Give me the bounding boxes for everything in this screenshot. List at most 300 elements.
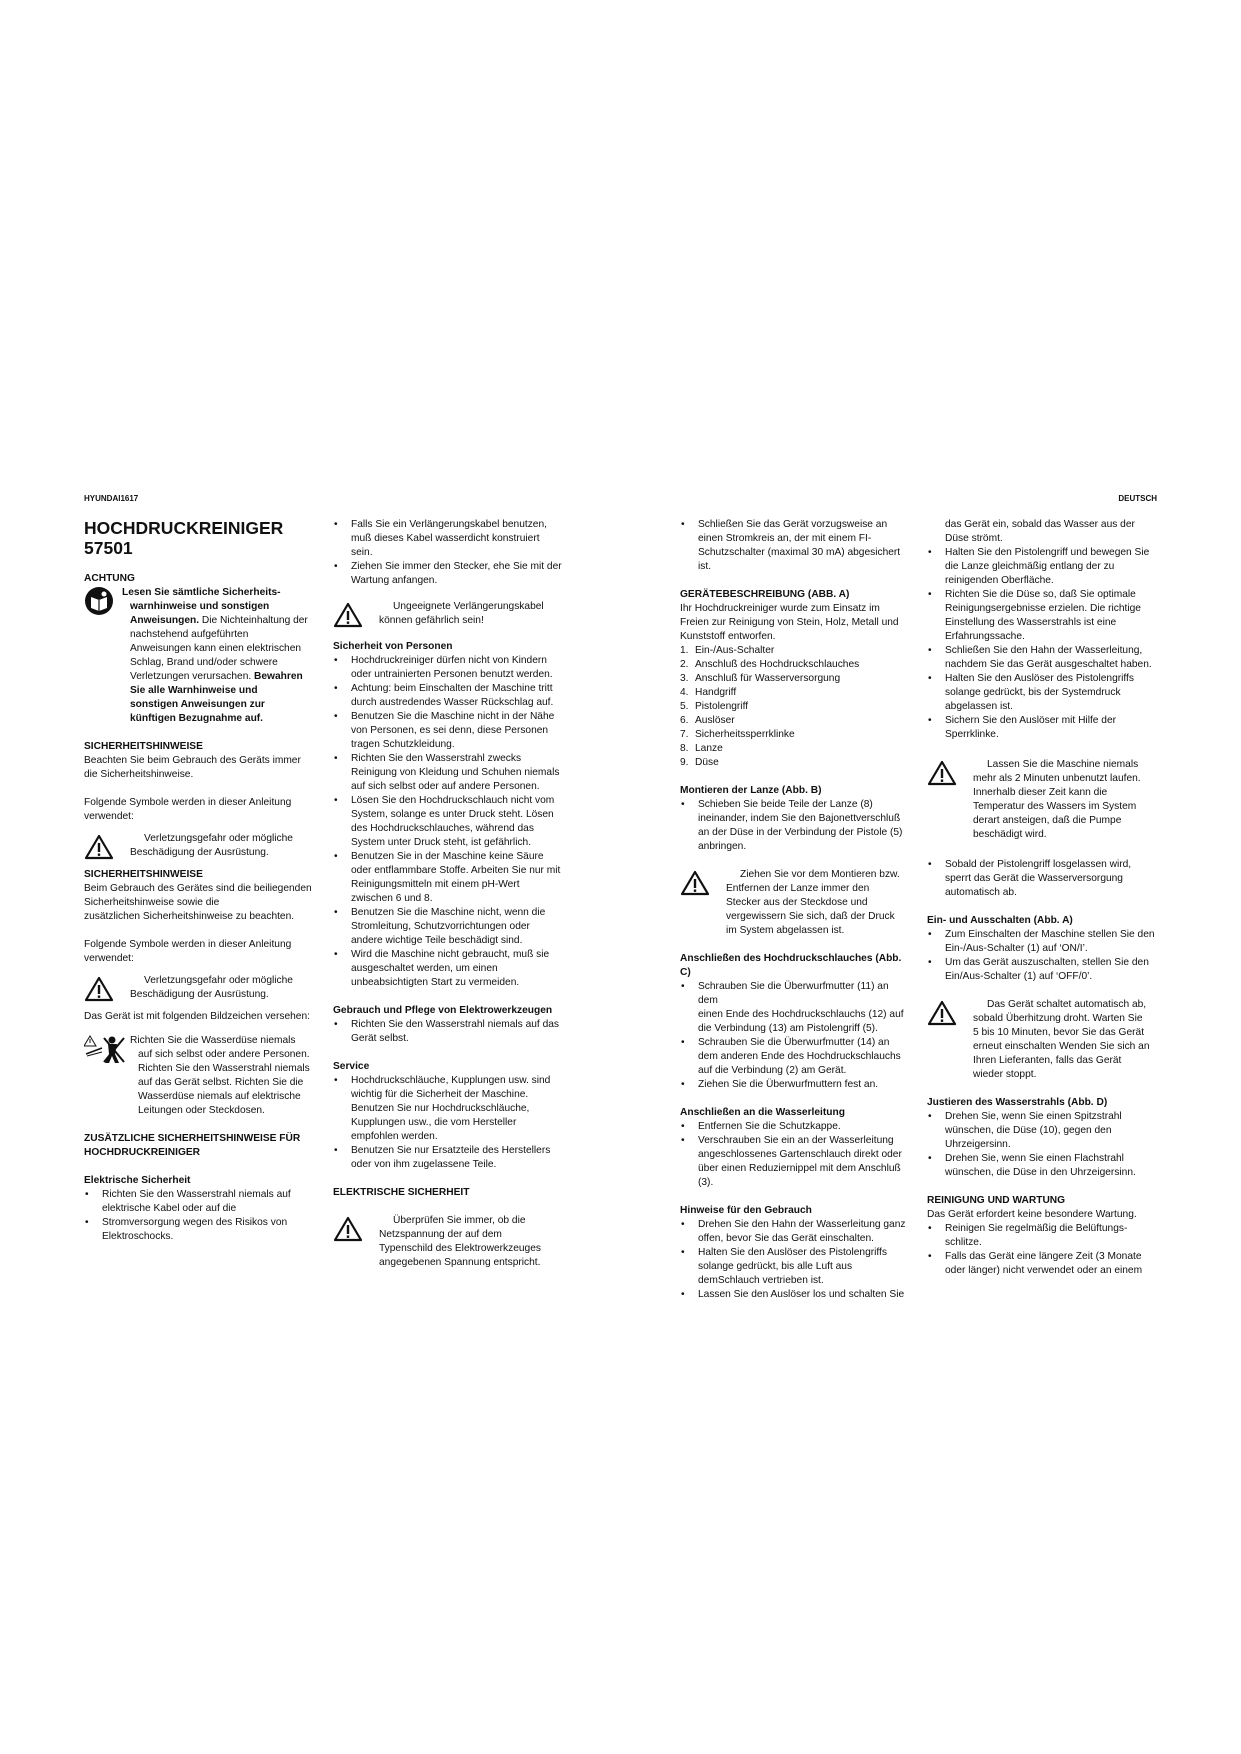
part-label: Ein-/Aus-Schalter — [695, 645, 775, 656]
achtung-line — [122, 656, 308, 670]
list-item — [927, 644, 1157, 672]
part-label: Handgriff — [695, 687, 737, 698]
list-item-line: • Hochdruckschläuche, Kupplungen usw. sind — [351, 1075, 551, 1086]
list-item-line: • Drehen Sie den Hahn der Wasserleitung ganz — [698, 1219, 906, 1230]
warning-line: vergewissern Sie sich, daß der Druck — [726, 911, 895, 922]
list-item — [927, 956, 1157, 984]
achtung-line — [122, 586, 308, 600]
list-item-line: automatisch ab. — [945, 887, 1017, 898]
list-item — [680, 1246, 910, 1288]
elektrische-sicherheit-heading: ELEKTRISCHE SICHERHEIT — [333, 1187, 470, 1198]
part-number: 4. — [680, 687, 689, 698]
achtung-bold: Bewahren — [254, 671, 303, 682]
wasserleitung-list — [680, 1120, 910, 1190]
text-line: ZUSÄTZLICHE SICHERHEITSHINWEISE FÜR — [84, 1133, 301, 1144]
achtung-bold: Sie alle Warnhinweise und — [130, 685, 258, 696]
warning-block-lanze — [680, 868, 910, 938]
warning-line: Netzspannung der auf dem — [379, 1229, 502, 1240]
list-item-line: tragen Schutzkleidung. — [351, 739, 455, 750]
text-line: Richten Sie die Wasserdüse niemals — [130, 1035, 296, 1046]
hinweise-list — [680, 1218, 910, 1302]
warning-line: Stecker aus der Steckdose und — [726, 897, 868, 908]
list-item-line: Ein/Aus-Schalter (1) auf ‘OFF/0’. — [945, 971, 1093, 982]
list-item — [333, 1018, 563, 1046]
warning-triangle-icon — [927, 760, 957, 786]
sicherheitshinweise-heading-1: SICHERHEITSHINWEISE — [84, 741, 203, 752]
text-line: Richten Sie den Wasserstrahl niemals — [138, 1063, 310, 1074]
list-item-line: auf die Verbindung (2) am Gerät. — [698, 1065, 847, 1076]
list-item-line: Reinigungsmitteln mit einem pH-Wert — [351, 879, 520, 890]
schlauch-list — [680, 980, 910, 1092]
achtung-line — [122, 670, 308, 684]
list-item-line: System, solange es unter Druck steht. Lösen — [351, 809, 554, 820]
list-item-line: über einen Reduziernippel mit dem Anschluß — [698, 1163, 901, 1174]
achtung-normal: Verletzungen verursachen. — [130, 671, 255, 682]
list-item-line: • Benutzen Sie die Maschine nicht in der Nähe — [351, 711, 555, 722]
achtung-text — [122, 586, 308, 726]
list-item-line: • Ziehen Sie die Überwurfmuttern fest an. — [698, 1079, 879, 1090]
list-item-line: • Drehen Sie, wenn Sie einen Spitzstrahl — [945, 1111, 1122, 1122]
list-item-line: Benutzen Sie nur Hochdruckschläuche, — [351, 1103, 530, 1114]
achtung-line — [122, 712, 308, 726]
part-label: Pistolengriff — [695, 701, 749, 712]
warning-block-laufzeit — [927, 758, 1157, 842]
part-label: Anschluß für Wasserversorgung — [695, 673, 841, 684]
list-item-line: • Sobald der Pistolengriff losgelassen wird, — [945, 859, 1132, 870]
part-item — [680, 728, 910, 742]
part-item — [680, 700, 910, 714]
warning-block-2 — [84, 974, 314, 1002]
warning-block-kabel — [333, 600, 563, 628]
list-item — [680, 1134, 910, 1190]
sicherheitshinweise-heading-2: SICHERHEITSHINWEISE — [84, 869, 203, 880]
list-item-line: nachdem Sie das Gerät ausgeschaltet haben. — [945, 659, 1152, 670]
list-item-line: Reinigung von Kleidung und Schuhen niemals — [351, 767, 560, 778]
list-item-line: • Schließen Sie das Gerät vorzugsweise an — [698, 519, 888, 530]
list-item-line: schlitze. — [945, 1237, 982, 1248]
part-item — [680, 756, 910, 770]
list-item-line: • Verschrauben Sie ein an der Wasserleitung — [698, 1135, 894, 1146]
list-item-line: Gerät selbst. — [351, 1033, 409, 1044]
list-item-line: unbeabsichtigten Start zu vermeiden. — [351, 977, 520, 988]
warning-block-ueberhitzung — [927, 998, 1157, 1082]
part-item — [680, 686, 910, 700]
warning-line: Lassen Sie die Maschine niemals — [987, 759, 1139, 770]
list-item-line: solange gedrückt, bis alle Luft aus — [698, 1261, 853, 1272]
list-item-line: zwischen 6 und 8. — [351, 893, 433, 904]
text-line: Leitungen oder Steckdosen. — [138, 1105, 265, 1116]
list-item-line: wünschen, die Düse (10), gegen den — [945, 1125, 1112, 1136]
list-item — [333, 850, 563, 906]
geraetebeschreibung-heading: GERÄTEBESCHREIBUNG (ABB. A) — [680, 589, 850, 600]
achtung-block — [84, 586, 314, 726]
part-number: 1. — [680, 645, 689, 656]
list-item-line: • Falls Sie ein Verlängerungskabel benutzen, — [351, 519, 547, 530]
list-item-line: • Stromversorgung wegen des Risikos von — [102, 1217, 288, 1228]
list-item — [333, 794, 563, 850]
warning-line: im System abgelassen ist. — [726, 925, 845, 936]
reinigung-text — [927, 1208, 1157, 1222]
ein-ausschalten-heading: Ein- und Ausschalten (Abb. A) — [927, 915, 1073, 926]
list-item-line: • Schrauben Sie die Überwurfmutter (14) an — [698, 1037, 890, 1048]
warning-block-spannung — [333, 1214, 563, 1270]
list-item-line: dem anderen Ende des Hochdruckschlauchs — [698, 1051, 901, 1062]
part-number: 9. — [680, 757, 689, 768]
part-number: 5. — [680, 701, 689, 712]
list-item — [680, 980, 910, 1036]
list-item — [927, 546, 1157, 588]
text-line: Düse strömt. — [945, 533, 1003, 544]
warning-text-lanze — [720, 868, 910, 938]
symbol-intro-2 — [84, 938, 314, 966]
part-number: 8. — [680, 743, 689, 754]
warning-line: wieder stoppt. — [973, 1069, 1037, 1080]
achtung-bold: Lesen Sie sämtliche Sicherheits- — [122, 587, 281, 598]
title-line-2: 57501 — [84, 538, 133, 558]
text-line: Folgende Symbole werden in dieser Anleitung — [84, 797, 292, 808]
continued-text — [927, 518, 1157, 546]
list-item-line: • Achtung: beim Einschalten der Maschine tritt — [351, 683, 553, 694]
list-item-line: • Entfernen Sie die Schutzkappe. — [698, 1121, 841, 1132]
list-item-line: ist. — [698, 561, 712, 572]
list-item-line: die Lanze gleichmäßig entlang der zu — [945, 561, 1115, 572]
warning-triangle-icon — [84, 976, 114, 1002]
text-line: Das Gerät erfordert keine besondere Wartung. — [927, 1209, 1137, 1220]
list-item-line: wichtig für die Sicherheit der Maschine. — [351, 1089, 529, 1100]
list-item-line: oder entflammbare Stoffe. Arbeiten Sie nur mit — [351, 865, 561, 876]
list-item-line: • Zum Einschalten der Maschine stellen Sie den — [945, 929, 1155, 940]
warning-line: Typenschild des Elektrowerkzeuges — [379, 1243, 541, 1254]
achtung-heading: ACHTUNG — [84, 573, 135, 584]
warning-line: beschädigt wird. — [973, 829, 1047, 840]
warning-line: Verletzungsgefahr oder mögliche — [144, 975, 293, 986]
list-item-line: an der Düse in der Verbindung der Pistole (5) — [698, 827, 903, 838]
warning-line: angegebenen Spannung entspricht. — [379, 1257, 541, 1268]
list-item-line: Uhrzeigersinn. — [945, 1139, 1011, 1150]
text-line: verwendet: — [84, 953, 134, 964]
list-item — [333, 654, 563, 682]
list-item-line: anbringen. — [698, 841, 747, 852]
list-item — [680, 1120, 910, 1134]
list-item-line: (3). — [698, 1177, 714, 1188]
list-item-line: • Lösen Sie den Hochdruckschlauch nicht vom — [351, 795, 555, 806]
part-item — [680, 672, 910, 686]
personen-heading: Sicherheit von Personen — [333, 641, 453, 652]
hinweise-heading: Hinweise für den Gebrauch — [680, 1205, 812, 1216]
list-item-line: • Wird die Maschine nicht gebraucht, muß sie — [351, 949, 550, 960]
list-item-line: • Sichern Sie den Auslöser mit Hilfe der — [945, 715, 1117, 726]
text-line: Kunststoff entworfen. — [680, 631, 776, 642]
sicherheitshinweise-text-1 — [84, 754, 314, 782]
warning-text-2 — [124, 974, 314, 1002]
elektrische-sicherheit-subheading: Elektrische Sicherheit — [84, 1175, 191, 1186]
text-line: Wasserdüse niemals auf elektrische — [138, 1091, 301, 1102]
warning-line: Verletzungsgefahr oder mögliche — [144, 833, 293, 844]
list-item-line: • Richten Sie den Wasserstrahl niemals auf — [102, 1189, 291, 1200]
list-item — [84, 1216, 314, 1244]
warning-line: Beschädigung der Ausrüstung. — [130, 847, 269, 858]
list-item-line: des Hochdruckschlauches, während das — [351, 823, 534, 834]
list-item — [333, 906, 563, 948]
list-item — [84, 1188, 314, 1216]
warning-text-spannung — [373, 1214, 563, 1270]
warning-line: Temperatur des Wassers im System — [973, 801, 1137, 812]
warning-line: sobald Überhitzung droht. Warten Sie — [973, 1013, 1143, 1024]
text-line: Beim Gebrauch des Gerätes sind die beiliegenden — [84, 883, 312, 894]
list-item — [333, 682, 563, 710]
header-brand: HYUNDAI1617 — [84, 494, 139, 503]
list-item-line: • Halten Sie den Auslöser des Pistolengriffs — [698, 1247, 887, 1258]
text-line: auf das Gerät selbst. Richten Sie die — [138, 1077, 304, 1088]
warning-triangle-icon — [333, 602, 363, 628]
spray-warning-block — [84, 1034, 314, 1118]
warning-text-kabel — [373, 600, 563, 628]
list-item-line: offen, bevor Sie das Gerät einschalten. — [698, 1233, 874, 1244]
list-item-line: muß dieses Kabel wasserdicht konstruiert — [351, 533, 540, 544]
product-title — [84, 518, 314, 558]
list-item — [333, 1074, 563, 1144]
reinigung-heading: REINIGUNG UND WARTUNG — [927, 1195, 1066, 1206]
list-item-line: wünschen, die Düse in den Uhrzeigersinn. — [945, 1167, 1136, 1178]
list-item — [927, 1110, 1157, 1152]
schlauch-heading: Anschließen des Hochdruckschlauches (Abb. C) — [680, 953, 902, 978]
list-item-line: die Verbindung (13) am Pistolengriff (5). — [698, 1023, 878, 1034]
list-item-line: • Richten Sie den Wasserstrahl zwecks — [351, 753, 522, 764]
geraetebeschreibung-text — [680, 602, 910, 644]
list-item — [680, 1078, 910, 1092]
list-item-line: Elektroschocks. — [102, 1231, 174, 1242]
warning-triangle-icon — [927, 1000, 957, 1026]
warning-triangle-icon — [680, 870, 710, 896]
list-item-line: oder von ihm zugelassene Teile. — [351, 1159, 497, 1170]
list-item-line: Sperrklinke. — [945, 729, 999, 740]
part-number: 2. — [680, 659, 689, 670]
achtung-line — [122, 614, 308, 628]
warning-line: Ziehen Sie vor dem Montieren bzw. — [740, 869, 900, 880]
warning-line: können gefährlich sein! — [379, 615, 484, 626]
list-item-line: System unter Druck steht, ist gefährlich. — [351, 837, 532, 848]
part-label: Auslöser — [695, 715, 735, 726]
list-item-line: Einstellung des Wasserstrahls ist eine — [945, 617, 1117, 628]
list-item-line: durch austredendes Wasser Rückschlag auf. — [351, 697, 554, 708]
symbol-intro-1 — [84, 796, 314, 824]
list-item-line: oder länger) nicht verwendet oder an einem — [945, 1265, 1143, 1276]
text-line: Sicherheitshinweise sowie die — [84, 897, 220, 908]
part-label: Anschluß des Hochdruckschlauches — [695, 659, 860, 670]
list-item-line: auf sich selbst oder auf andere Personen. — [351, 781, 540, 792]
warning-text-laufzeit — [967, 758, 1157, 842]
list-item-line: • Falls das Gerät eine längere Zeit (3 Monate — [945, 1251, 1142, 1262]
warning-line: Entfernen der Lanze immer den — [726, 883, 870, 894]
list-item-line: von Personen, es sei denn, diese Personen — [351, 725, 549, 736]
text-line: Beachten Sie beim Gebrauch des Geräts immer — [84, 755, 301, 766]
list-item-line: • Benutzen Sie die Maschine nicht, wenn die — [351, 907, 546, 918]
pflege-list — [333, 1018, 563, 1046]
list-item-line: einen Ende des Hochdruckschlauchs (12) auf — [698, 1009, 904, 1020]
zusaetzliche-heading — [84, 1132, 314, 1160]
list-item — [927, 1152, 1157, 1180]
stromkreis-list — [680, 518, 910, 574]
text-line: Freien zur Reinigung von Stein, Holz, Metall und — [680, 617, 899, 628]
gebrauch-list — [927, 546, 1157, 742]
list-item — [927, 1250, 1157, 1278]
text-line: HOCHDRUCKREINIGER — [84, 1147, 201, 1158]
warning-line: Innerhalb dieser Zeit kann die — [973, 787, 1108, 798]
bildzeichen-intro: Das Gerät ist mit folgenden Bildzeichen versehen: — [84, 1011, 310, 1022]
part-label: Sicherheitssperrklinke — [695, 729, 795, 740]
list-item — [333, 948, 563, 990]
list-item-line: Stromleitung, Schutzvorrichtungen oder — [351, 921, 530, 932]
reinigung-list — [927, 1222, 1157, 1278]
part-label: Lanze — [695, 743, 723, 754]
column-3 — [680, 518, 910, 1302]
warning-line: derart ansteigen, daß die Pumpe — [973, 815, 1122, 826]
part-item — [680, 644, 910, 658]
achtung-bold: künftigen Bezugnahme auf. — [130, 713, 264, 724]
list-item — [333, 1144, 563, 1172]
part-label: Düse — [695, 757, 719, 768]
list-item-line: • Halten Sie den Pistolengriff und bewegen Sie — [945, 547, 1150, 558]
column-1 — [84, 518, 314, 1244]
justieren-list — [927, 1110, 1157, 1180]
list-item-line: elektrische Kabel oder auf die — [102, 1203, 237, 1214]
list-item-line: • Halten Sie den Auslöser des Pistolengriffs — [945, 673, 1134, 684]
spray-warning-text — [130, 1034, 310, 1118]
list-item-line: • Hochdruckreiniger dürfen nicht von Kindern — [351, 655, 547, 666]
achtung-line — [122, 642, 308, 656]
lanze-heading: Montieren der Lanze (Abb. B) — [680, 785, 822, 796]
part-number: 6. — [680, 715, 689, 726]
list-item — [927, 858, 1157, 900]
text-line: verwendet: — [84, 811, 134, 822]
list-item-line: reinigenden Oberfläche. — [945, 575, 1054, 586]
list-item-line: • Richten Sie den Wasserstrahl niemals auf das — [351, 1019, 559, 1030]
achtung-normal: Anweisungen kann einen elektrischen — [130, 643, 302, 654]
title-line-1: HOCHDRUCKREINIGER — [84, 518, 284, 538]
achtung-line — [122, 628, 308, 642]
warning-block-1 — [84, 832, 314, 860]
list-item-line: ausgeschaltet werden, um einen — [351, 963, 498, 974]
list-item — [927, 714, 1157, 742]
list-item-line: Ein-/Aus-Schalter (1) auf ‘ON/I’. — [945, 943, 1088, 954]
ein-ausschalten-list — [927, 928, 1157, 984]
justieren-heading: Justieren des Wasserstrahls (Abb. D) — [927, 1097, 1108, 1108]
list-item-line: demSchlauch vertrieben ist. — [698, 1275, 824, 1286]
list-item — [680, 798, 910, 854]
list-item — [927, 672, 1157, 714]
list-item — [333, 560, 563, 588]
list-item — [333, 752, 563, 794]
text-line: Ihr Hochdruckreiniger wurde zum Einsatz im — [680, 603, 880, 614]
text-line: Folgende Symbole werden in dieser Anleitung — [84, 939, 292, 950]
parts-list — [680, 644, 910, 770]
list-item-line: Wartung anfangen. — [351, 575, 438, 586]
warning-line: mehr als 2 Minuten unbenutzt laufen. — [973, 773, 1141, 784]
list-item-line: • Reinigen Sie regelmäßig die Belüftungs- — [945, 1223, 1128, 1234]
part-item — [680, 714, 910, 728]
warning-line: erneut einschalten Wenden Sie sich an — [973, 1041, 1150, 1052]
sicherheitshinweise-text-2 — [84, 882, 314, 924]
achtung-bold: sonstigen Anweisungen zur — [130, 699, 265, 710]
service-heading: Service — [333, 1061, 370, 1072]
text-line: das Gerät ein, sobald das Wasser aus der — [945, 519, 1135, 530]
achtung-normal: nachstehend aufgeführten — [130, 629, 249, 640]
list-item — [927, 1222, 1157, 1250]
part-number: 3. — [680, 673, 689, 684]
list-item — [680, 1218, 910, 1246]
list-item-line: • Um das Gerät auszuschalten, stellen Sie den — [945, 957, 1149, 968]
achtung-bold: warnhinweise und sonstigen — [130, 601, 270, 612]
achtung-bold: Anweisungen. — [130, 615, 200, 626]
warning-line: Ungeeignete Verlängerungskabel — [393, 601, 544, 612]
list-item-line: • Benutzen Sie in der Maschine keine Säure — [351, 851, 544, 862]
list-item — [927, 588, 1157, 644]
list-item — [680, 1036, 910, 1078]
header-language: DEUTSCH — [1118, 494, 1157, 503]
pflege-heading: Gebrauch und Pflege von Elektrowerkzeugen — [333, 1005, 553, 1016]
list-item-line: Reinigungsergebnisse erzielen. Die richtige — [945, 603, 1141, 614]
list-item-line: Kupplungen usw., die vom Hersteller — [351, 1117, 517, 1128]
list-item-line: solange gedrückt, bis der Systemdruck — [945, 687, 1121, 698]
list-item-line: einen Stromkreis an, der mit einem FI- — [698, 533, 872, 544]
lanze-list — [680, 798, 910, 854]
kabel-list — [333, 518, 563, 588]
warning-text-ueberhitzung — [967, 998, 1157, 1082]
list-item-line: andere wichtige Teile beschädigt sind. — [351, 935, 523, 946]
elektrische-sicherheit-list — [84, 1188, 314, 1244]
no-spray-person-icon — [84, 1034, 128, 1064]
list-item-line: • Schrauben Sie die Überwurfmutter (11) an dem — [698, 981, 889, 1006]
list-item-line: sperrt das Gerät die Wasserversorgung — [945, 873, 1123, 884]
list-item — [927, 928, 1157, 956]
read-manual-icon — [84, 586, 114, 616]
achtung-normal: Schlag, Brand und/oder schwere — [130, 657, 278, 668]
personen-list — [333, 654, 563, 990]
warning-text-1 — [124, 832, 314, 860]
wasserleitung-heading: Anschließen an die Wasserleitung — [680, 1107, 845, 1118]
list-item-line: ineinander, indem Sie den Bajonettverschluß — [698, 813, 901, 824]
warning-triangle-icon — [84, 834, 114, 860]
warning-line: Ihren Lieferanten, falls das Gerät — [973, 1055, 1122, 1066]
list-item — [333, 518, 563, 560]
list-item-line: abgelassen ist. — [945, 701, 1013, 712]
text-line: die Sicherheitshinweise. — [84, 769, 194, 780]
service-list — [333, 1074, 563, 1172]
list-item-line: Erfahrungssache. — [945, 631, 1025, 642]
list-item-line: • Benutzen Sie nur Ersatzteile des Herstellers — [351, 1145, 551, 1156]
list-item-line: oder untrainierten Personen benutzt werden. — [351, 669, 553, 680]
achtung-line — [122, 684, 308, 698]
warning-line: Überprüfen Sie immer, ob die — [393, 1215, 526, 1226]
list-item-line: • Schieben Sie beide Teile der Lanze (8) — [698, 799, 873, 810]
list-item — [333, 710, 563, 752]
list-item-line: angeschlossenes Gartenschlauch direkt oder — [698, 1149, 902, 1160]
column-4 — [927, 518, 1157, 1278]
part-number: 7. — [680, 729, 689, 740]
warning-triangle-icon — [333, 1216, 363, 1242]
list-item-line: empfohlen werden. — [351, 1131, 438, 1142]
list-item-line: • Schließen Sie den Hahn der Wasserleitung, — [945, 645, 1143, 656]
list-item-line: • Ziehen Sie immer den Stecker, ehe Sie mit der — [351, 561, 562, 572]
part-item — [680, 658, 910, 672]
text-line: zusätzlichen Sicherheitshinweise zu beachten. — [84, 911, 295, 922]
achtung-line — [122, 698, 308, 712]
list-item-line: sein. — [351, 547, 373, 558]
list-item-line: • Richten Sie die Düse so, daß Sie optimale — [945, 589, 1136, 600]
achtung-normal: Die Nichteinhaltung der — [199, 615, 308, 626]
text-line: auf sich selbst oder andere Personen. — [138, 1049, 310, 1060]
achtung-line — [122, 600, 308, 614]
